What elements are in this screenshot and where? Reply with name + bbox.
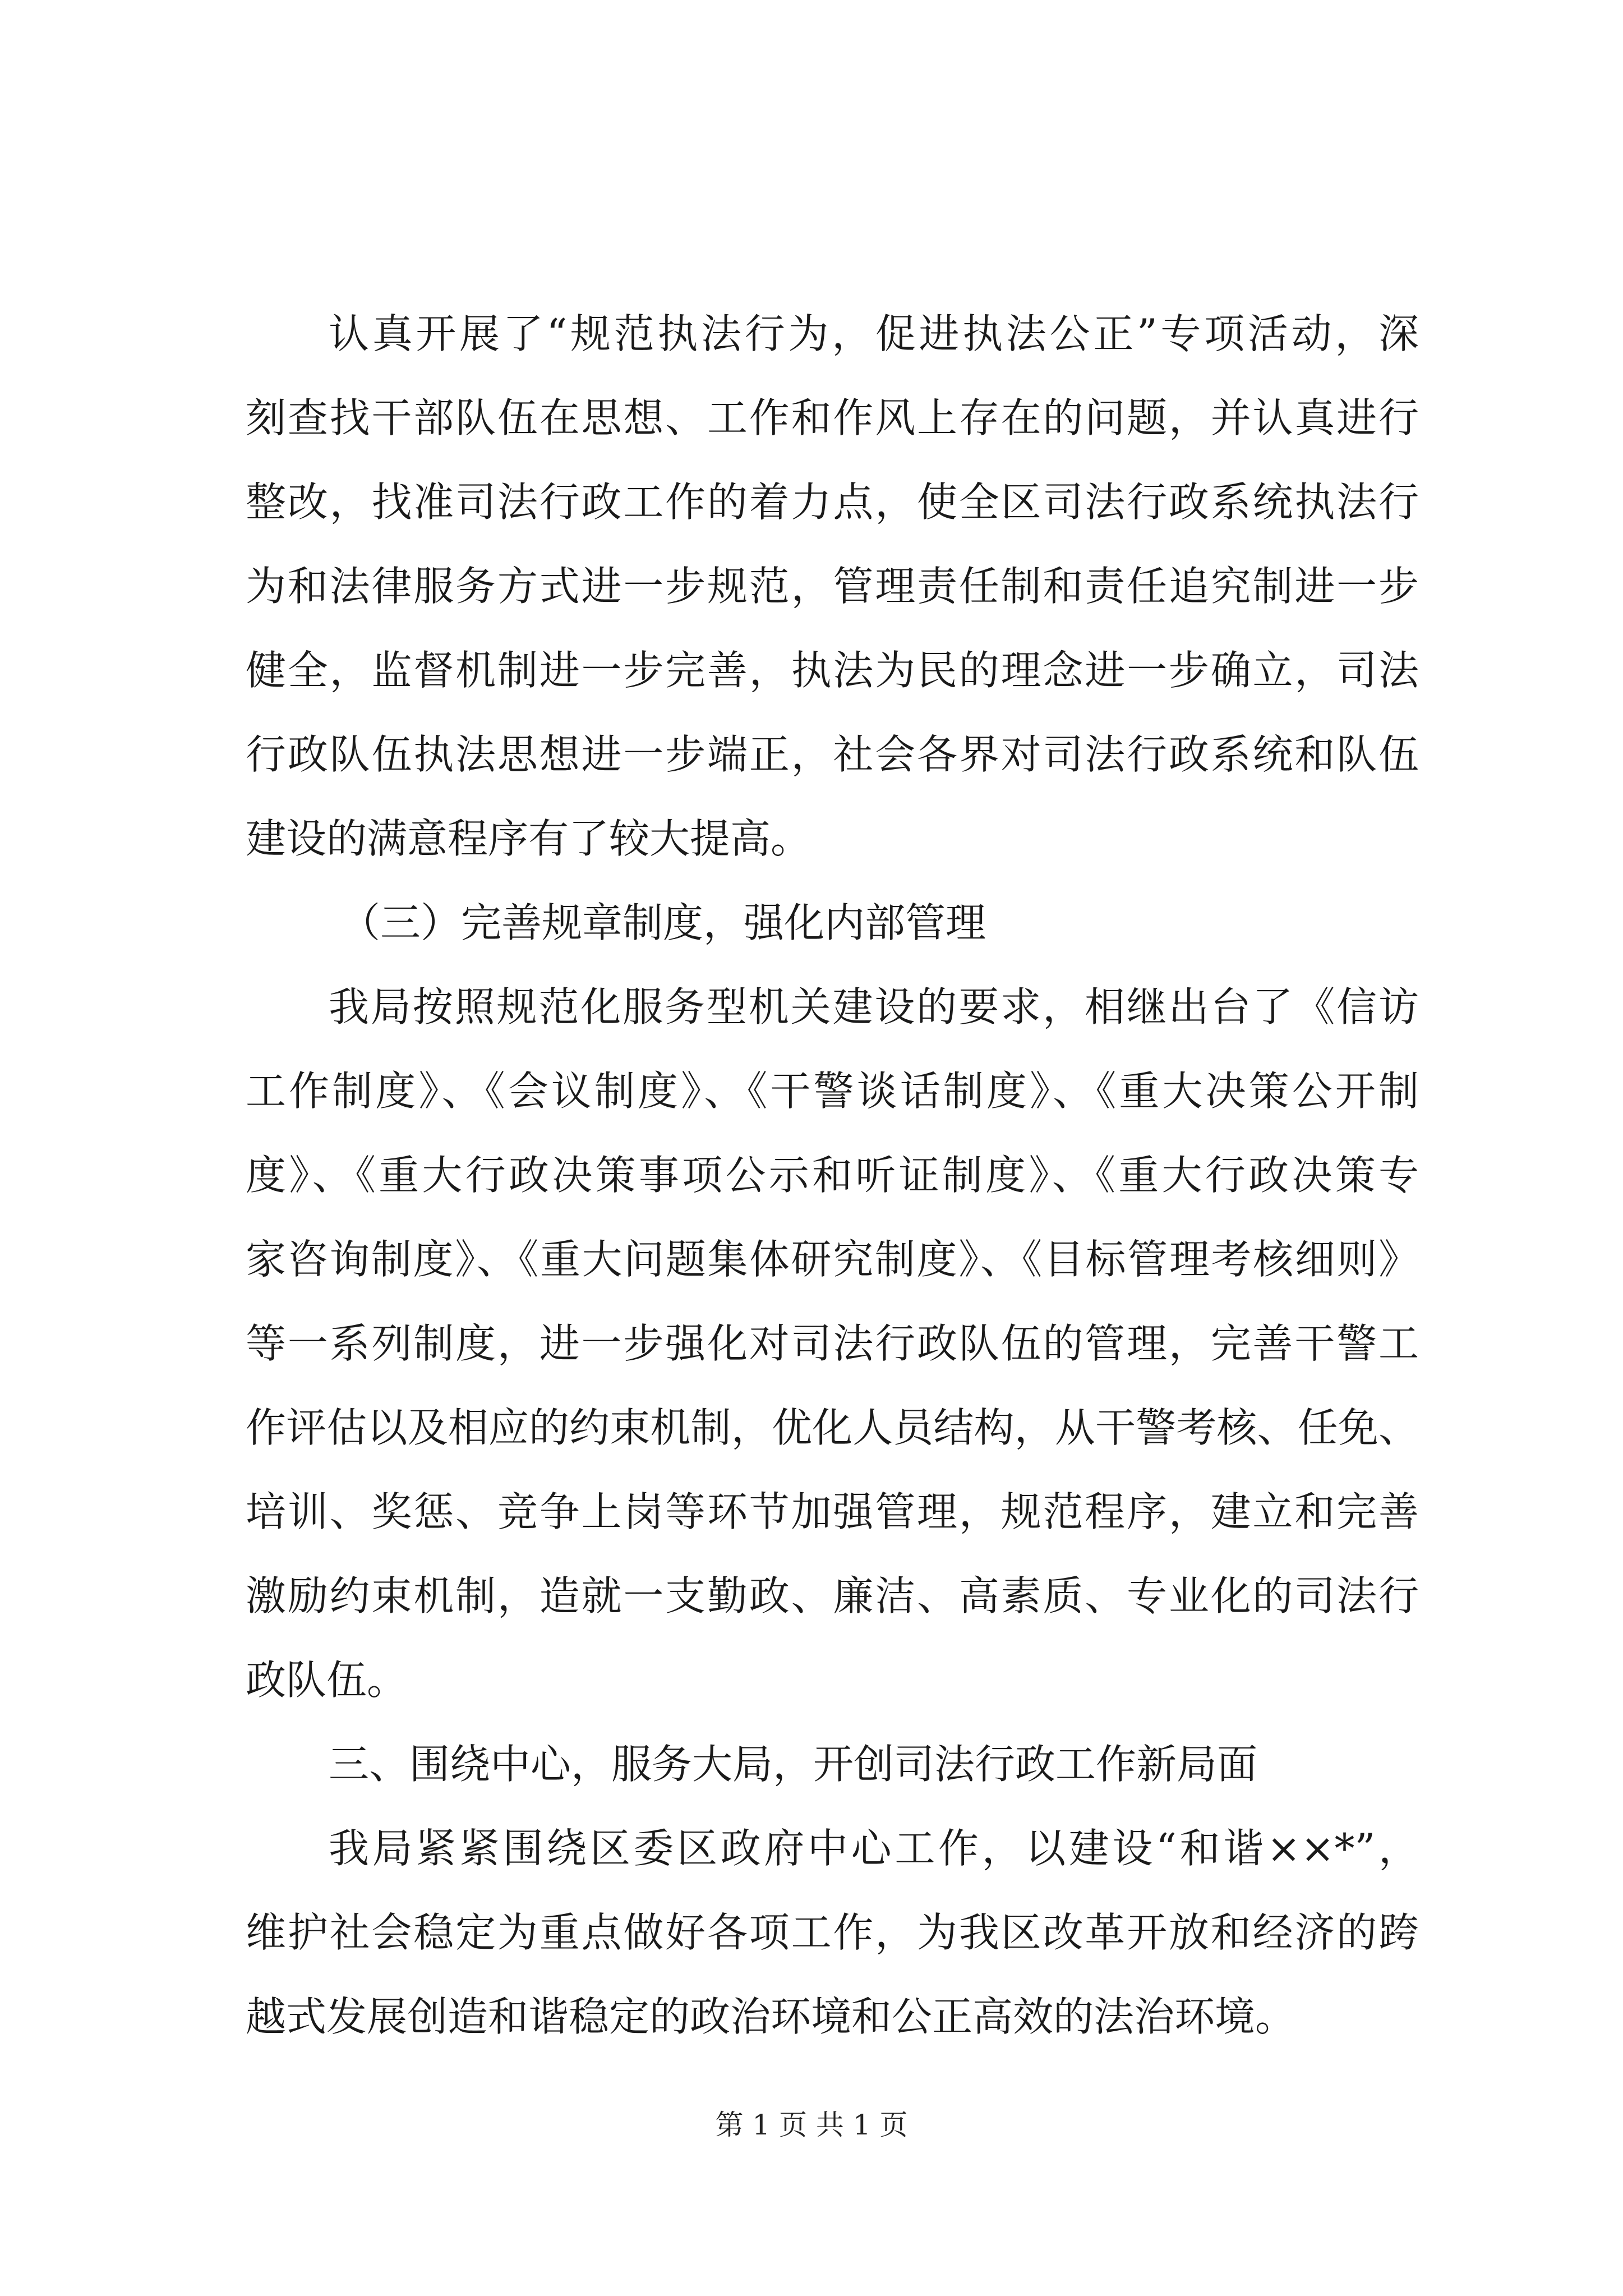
- text-line: 培训、奖惩、竞争上岗等环节加强管理，规范程序，建立和完善: [246, 1488, 1419, 1535]
- text-line: 家咨询制度》、《重大问题集体研究制度》、《目标管理考核细则》: [246, 1236, 1419, 1283]
- text-line: 三、围绕中心，服务大局，开创司法行政工作新局面: [329, 1741, 1258, 1788]
- page-footer: 第 1 页 共 1 页: [715, 2109, 908, 2141]
- document-body: [246, 292, 1419, 2059]
- text-line: 我局紧紧围绕区委区政府中心工作，以建设“和谐××*”，: [329, 1825, 1419, 1872]
- text-line: 刻查找干部队伍在思想、工作和作风上存在的问题，并认真进行: [246, 394, 1419, 441]
- text-line: 维护社会稳定为重点做好各项工作，为我区改革开放和经济的跨: [246, 1909, 1419, 1956]
- text-line: （三）完善规章制度，强化内部管理: [340, 899, 986, 946]
- text-line: 工作制度》、《会议制度》、《干警谈话制度》、《重大决策公开制: [246, 1068, 1419, 1115]
- text-line: 整改，找准司法行政工作的着力点，使全区司法行政系统执法行: [246, 478, 1419, 526]
- text-line: 行政队伍执法思想进一步端正，社会各界对司法行政系统和队伍: [246, 731, 1419, 778]
- text-line: 等一系列制度，进一步强化对司法行政队伍的管理，完善干警工: [246, 1320, 1419, 1367]
- text-line: 度》、《重大行政决策事项公示和听证制度》、《重大行政决策专: [246, 1152, 1419, 1199]
- text-line: 认真开展了“规范执法行为，促进执法公正”专项活动，深: [329, 310, 1419, 357]
- text-line: 为和法律服务方式进一步规范，管理责任制和责任追究制进一步: [246, 563, 1419, 610]
- text-line: 我局按照规范化服务型机关建设的要求，相继出台了《信访: [329, 983, 1419, 1030]
- text-line: 越式发展创造和谐稳定的政治环境和公正高效的法治环境。: [246, 1993, 1296, 2040]
- text-line: 作评估以及相应的约束机制，优化人员结构，从干警考核、任免、: [246, 1404, 1419, 1451]
- text-line: 建设的满意程序有了较大提高。: [246, 815, 811, 862]
- text-line: 政队伍。: [246, 1657, 408, 1704]
- text-line: 激励约束机制，造就一支勤政、廉洁、高素质、专业化的司法行: [246, 1572, 1419, 1619]
- text-line: 健全，监督机制进一步完善，执法为民的理念进一步确立，司法: [246, 647, 1419, 694]
